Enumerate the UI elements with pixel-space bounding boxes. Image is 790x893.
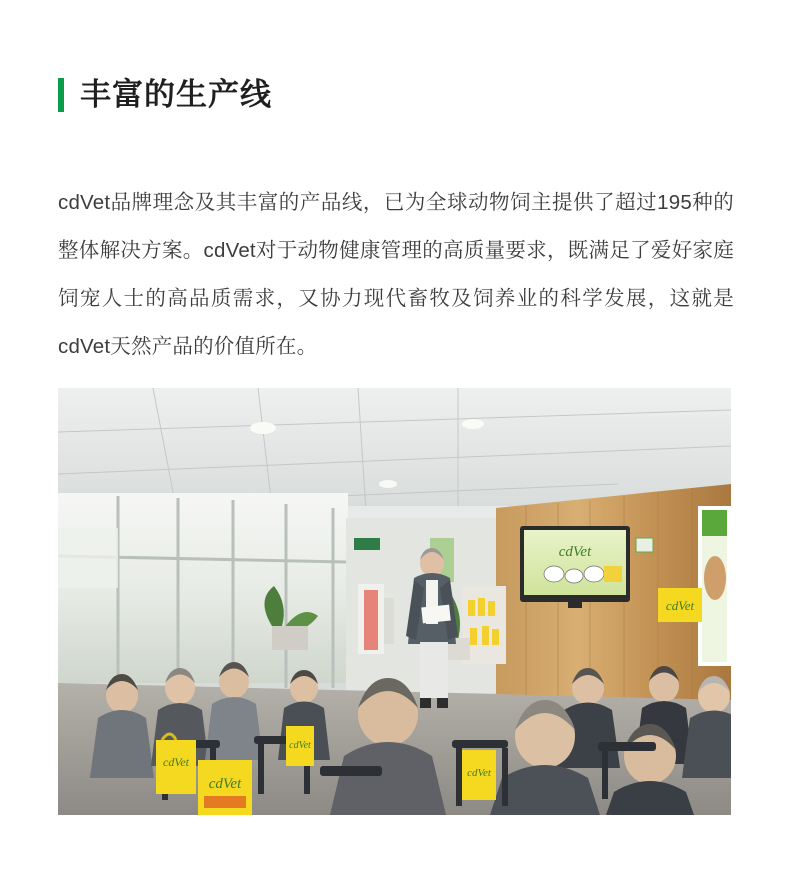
svg-text:cdVet: cdVet [467,767,491,779]
section-heading [58,74,272,116]
conference-room-photo [58,388,731,815]
photo-illustration [58,388,731,815]
svg-text:cdVet: cdVet [665,598,695,613]
section-body-text: cdVet品牌理念及其丰富的产品线，已为全球动物饲主提供了超过195种的整体解决方案。cdVet对于动物健康管理的高质量要求，既满足了爱好家庭饲宠人士的高品质需求，又协力现代畜牧及饲养业的科学发展，这就是cdVet天然产品的价值所在。 [58,190,734,358]
heading-accent-bar [58,78,64,112]
svg-text:cdVet: cdVet [208,776,242,792]
page-title: 丰富的生产线 [80,77,272,112]
svg-text:cdVet: cdVet [289,740,311,751]
svg-text:cdVet: cdVet [163,755,189,769]
svg-text:cdVet: cdVet [558,544,592,560]
